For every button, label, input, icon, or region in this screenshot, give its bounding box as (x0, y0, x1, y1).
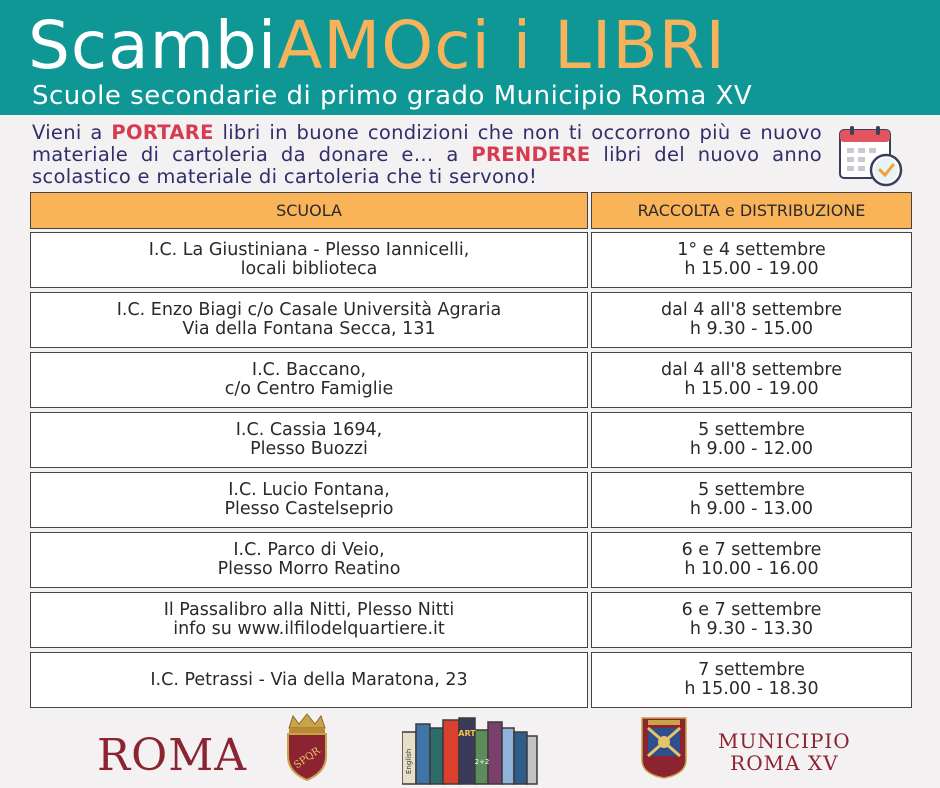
time-cell (591, 232, 912, 288)
title-part-1: Scambi (28, 7, 278, 84)
time-line-2: h 9.30 - 13.30 (689, 619, 814, 639)
municipio-crest-icon (640, 716, 688, 780)
table-row (30, 652, 912, 710)
title-part-2: AMOci i LIBRI (277, 7, 726, 84)
time-line-1: 6 e 7 settembre (681, 540, 822, 560)
roma-crest-icon (283, 712, 331, 782)
time-cell (591, 592, 912, 648)
book-spine-label: 2+2 (474, 758, 490, 766)
time-line-2: h 9.00 - 13.00 (689, 499, 814, 519)
time-line-1: 7 settembre (698, 660, 805, 680)
school-cell (30, 232, 588, 288)
calendar-clock-icon (838, 124, 904, 188)
table-row (30, 232, 912, 290)
table-row (30, 352, 912, 410)
time-line-2: h 9.00 - 12.00 (689, 439, 814, 459)
school-line-1: I.C. La Giustiniana - Plesso Iannicelli, (148, 240, 470, 260)
table-row (30, 532, 912, 590)
school-line-2: Plesso Castelseprio (224, 499, 394, 519)
svg-text:SPQR: SPQR (292, 745, 323, 772)
time-line-1: dal 4 all'8 settembre (660, 300, 842, 320)
book-spine-label: ART (458, 729, 476, 738)
time-line-1: 5 settembre (698, 420, 805, 440)
municipio-logo-text (718, 730, 851, 774)
municipio-line-2: ROMA XV (730, 751, 839, 775)
time-cell (591, 412, 912, 468)
header-banner (0, 0, 940, 115)
school-cell (30, 652, 588, 708)
school-cell (30, 352, 588, 408)
table-row (30, 412, 912, 470)
time-cell (591, 532, 912, 588)
header-time: RACCOLTA e DISTRIBUZIONE (591, 192, 912, 229)
intro-text-3: libri del nuovo anno scolastico e materiale di cartoleria che ti servono! (32, 143, 822, 188)
school-line-2: c/o Centro Famiglie (224, 379, 394, 399)
time-line-2: h 10.00 - 16.00 (684, 559, 819, 579)
time-cell (591, 652, 912, 708)
school-line-2: Plesso Buozzi (250, 439, 368, 459)
roma-logo-text: ROMA (97, 730, 248, 781)
table-row (30, 592, 912, 650)
books-icon (402, 714, 538, 786)
time-cell (591, 292, 912, 348)
school-line-1: I.C. Lucio Fontana, (228, 480, 390, 500)
intro-highlight-prendere: PRENDERE (471, 143, 591, 166)
time-line-1: dal 4 all'8 settembre (660, 360, 842, 380)
intro-paragraph (32, 122, 822, 188)
school-line-2: info su www.ilfilodelquartiere.it (173, 619, 445, 639)
time-cell (591, 352, 912, 408)
school-line-1: Il Passalibro alla Nitti, Plesso Nitti (163, 600, 455, 620)
intro-text-1: Vieni a (32, 121, 112, 144)
school-cell (30, 592, 588, 648)
time-line-1: 6 e 7 settembre (681, 600, 822, 620)
school-cell (30, 472, 588, 528)
page-subtitle: Scuole secondarie di primo grado Municipio Roma XV (32, 81, 753, 111)
page-title (28, 8, 726, 84)
time-line-1: 1° e 4 settembre (677, 240, 826, 260)
school-line-1: I.C. Petrassi - Via della Maratona, 23 (150, 669, 468, 690)
school-line-1: I.C. Cassia 1694, (235, 420, 383, 440)
intro-text-2: libri in buone condizioni che non ti occorrono più e nuovo materiale di cartoleria da donare e… a (32, 121, 822, 166)
municipio-line-1: MUNICIPIO (718, 729, 851, 753)
school-line-1: I.C. Baccano, (251, 360, 367, 380)
table-row (30, 472, 912, 530)
school-line-2: Plesso Morro Reatino (217, 559, 401, 579)
time-line-2: h 15.00 - 18.30 (684, 679, 819, 699)
intro-highlight-portare: PORTARE (111, 121, 214, 144)
header-school: SCUOLA (30, 192, 588, 229)
school-cell (30, 532, 588, 588)
footer-logos (0, 708, 940, 788)
book-spine-label: English (405, 748, 413, 774)
time-line-1: 5 settembre (698, 480, 805, 500)
time-line-2: h 9.30 - 15.00 (689, 319, 814, 339)
school-line-1: I.C. Enzo Biagi c/o Casale Università Agraria (116, 300, 502, 320)
time-line-2: h 15.00 - 19.00 (684, 259, 819, 279)
school-line-2: locali biblioteca (240, 259, 378, 279)
school-line-1: I.C. Parco di Veio, (233, 540, 385, 560)
school-cell (30, 412, 588, 468)
table-row (30, 292, 912, 350)
school-line-2: Via della Fontana Secca, 131 (182, 319, 436, 339)
school-cell (30, 292, 588, 348)
time-line-2: h 15.00 - 19.00 (684, 379, 819, 399)
time-cell (591, 472, 912, 528)
